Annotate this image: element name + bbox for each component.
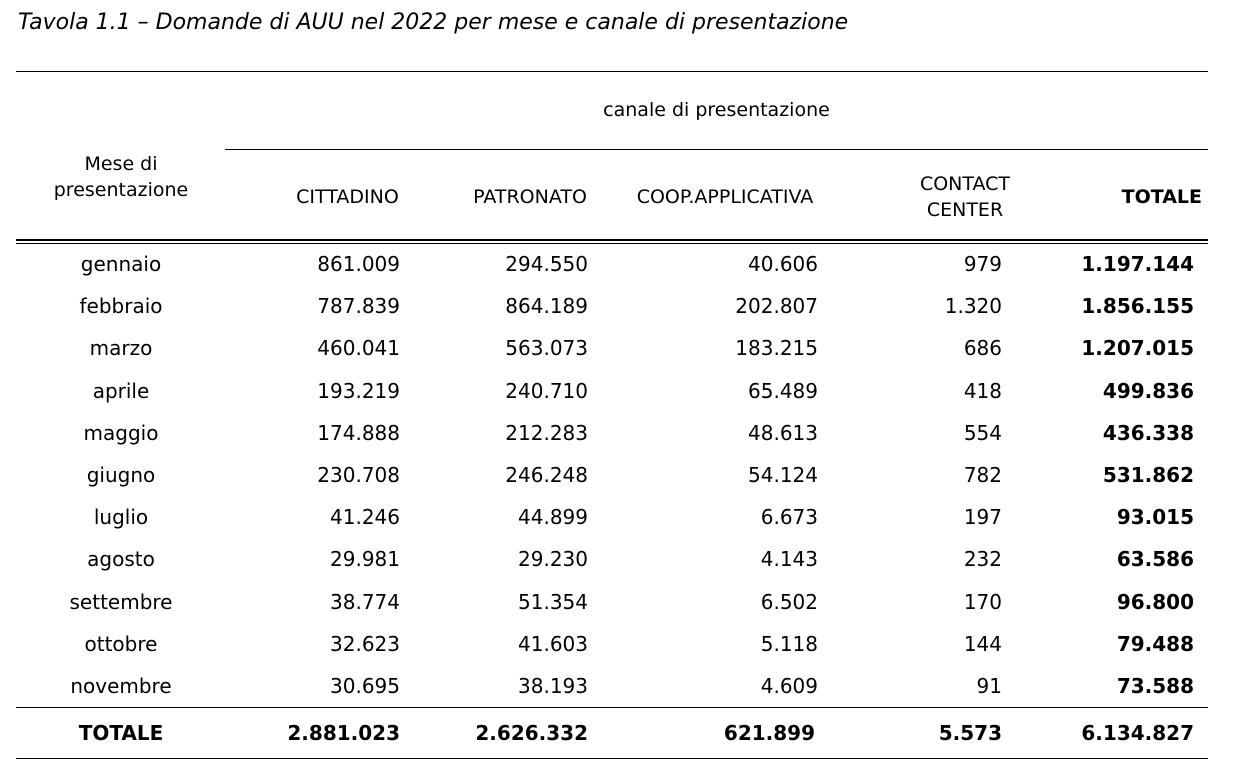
cell-cittadino: 787.839 <box>317 294 400 319</box>
cell-contact: 170 <box>963 589 1002 614</box>
cell-mese: novembre <box>70 674 172 698</box>
totals-contact: 5.573 <box>938 721 1002 745</box>
cell-mese: gennaio <box>80 252 162 276</box>
cell-totale: 63.586 <box>1116 547 1194 572</box>
cell-mese: settembre <box>69 589 173 614</box>
bottom-rule <box>16 758 1208 759</box>
cell-patronato: 29.230 <box>518 547 588 572</box>
cell-patronato: 240.710 <box>505 378 588 403</box>
cell-cittadino: 230.708 <box>317 463 400 487</box>
cell-coop: 5.118 <box>760 631 818 656</box>
totals-label: TOTALE <box>78 721 164 745</box>
cell-cittadino: 861.009 <box>317 252 400 276</box>
cell-cittadino: 174.888 <box>317 420 400 445</box>
cell-patronato: 246.248 <box>505 463 588 487</box>
cell-totale: 73.588 <box>1116 674 1194 698</box>
cell-coop: 183.215 <box>735 336 818 361</box>
cell-patronato: 294.550 <box>505 252 588 276</box>
col-header-contact-line2: CENTER <box>926 199 1004 221</box>
cell-totale: 1.197.144 <box>1081 252 1194 276</box>
cell-patronato: 51.354 <box>518 589 588 614</box>
top-rule <box>16 71 1208 72</box>
cell-contact: 1.320 <box>944 294 1002 319</box>
cell-patronato: 44.899 <box>518 505 588 530</box>
totals-coop: 621.899 <box>723 721 815 745</box>
totals-totale: 6.134.827 <box>1081 721 1194 745</box>
cell-mese: marzo <box>89 336 153 361</box>
month-header-line1: Mese di <box>84 153 158 175</box>
cell-mese: maggio <box>83 420 159 445</box>
col-header-patronato: PATRONATO <box>473 186 587 208</box>
header-double-rule-top <box>16 239 1208 241</box>
cell-patronato: 38.193 <box>518 674 588 698</box>
cell-totale: 93.015 <box>1116 505 1194 530</box>
cell-mese: ottobre <box>84 631 158 656</box>
cell-contact: 554 <box>963 420 1002 445</box>
month-header-line2: presentazione <box>53 179 189 201</box>
group-header: canale di presentazione <box>603 99 830 121</box>
cell-totale: 1.207.015 <box>1081 336 1194 361</box>
col-header-coop: COOP.APPLICATIVA <box>636 186 814 208</box>
cell-mese: luglio <box>93 505 149 530</box>
col-header-totale: TOTALE <box>1121 186 1202 208</box>
cell-totale: 436.338 <box>1102 420 1194 445</box>
header-double-rule-bottom <box>16 243 1208 244</box>
cell-totale: 499.836 <box>1102 378 1194 403</box>
cell-mese: agosto <box>87 547 155 572</box>
cell-coop: 4.143 <box>760 547 818 572</box>
cell-patronato: 864.189 <box>505 294 588 319</box>
col-header-contact-line1: CONTACT <box>919 173 1011 195</box>
cell-mese: giugno <box>86 463 156 487</box>
cell-totale: 531.862 <box>1102 463 1194 487</box>
cell-contact: 91 <box>976 674 1002 698</box>
cell-contact: 144 <box>963 631 1002 656</box>
cell-cittadino: 30.695 <box>330 674 400 698</box>
cell-cittadino: 460.041 <box>317 336 400 361</box>
cell-coop: 4.609 <box>760 674 818 698</box>
cell-contact: 197 <box>963 505 1002 530</box>
cell-coop: 40.606 <box>748 252 818 276</box>
totals-patronato: 2.626.332 <box>475 721 588 745</box>
cell-coop: 202.807 <box>735 294 818 319</box>
cell-patronato: 563.073 <box>505 336 588 361</box>
cell-contact: 979 <box>963 252 1002 276</box>
totals-rule <box>16 707 1208 708</box>
col-header-cittadino: CITTADINO <box>296 186 399 208</box>
cell-coop: 54.124 <box>748 463 818 487</box>
cell-cittadino: 32.623 <box>330 631 400 656</box>
cell-cittadino: 41.246 <box>330 505 400 530</box>
cell-contact: 686 <box>963 336 1002 361</box>
cell-totale: 79.488 <box>1116 631 1194 656</box>
cell-contact: 782 <box>963 463 1002 487</box>
cell-coop: 6.673 <box>760 505 818 530</box>
cell-contact: 418 <box>963 378 1002 403</box>
cell-patronato: 212.283 <box>505 420 588 445</box>
cell-coop: 48.613 <box>748 420 818 445</box>
cell-contact: 232 <box>963 547 1002 572</box>
cell-totale: 1.856.155 <box>1081 294 1194 319</box>
cell-cittadino: 29.981 <box>330 547 400 572</box>
group-rule <box>225 149 1208 150</box>
table-title: Tavola 1.1 – Domande di AUU nel 2022 per mese e canale di presentazione <box>18 10 849 35</box>
cell-totale: 96.800 <box>1116 589 1194 614</box>
cell-cittadino: 38.774 <box>330 589 400 614</box>
cell-mese: aprile <box>92 378 150 403</box>
cell-mese: febbraio <box>79 294 163 319</box>
cell-patronato: 41.603 <box>518 631 588 656</box>
cell-coop: 65.489 <box>748 378 818 403</box>
totals-cittadino: 2.881.023 <box>287 721 400 745</box>
cell-coop: 6.502 <box>760 589 818 614</box>
cell-cittadino: 193.219 <box>317 378 400 403</box>
